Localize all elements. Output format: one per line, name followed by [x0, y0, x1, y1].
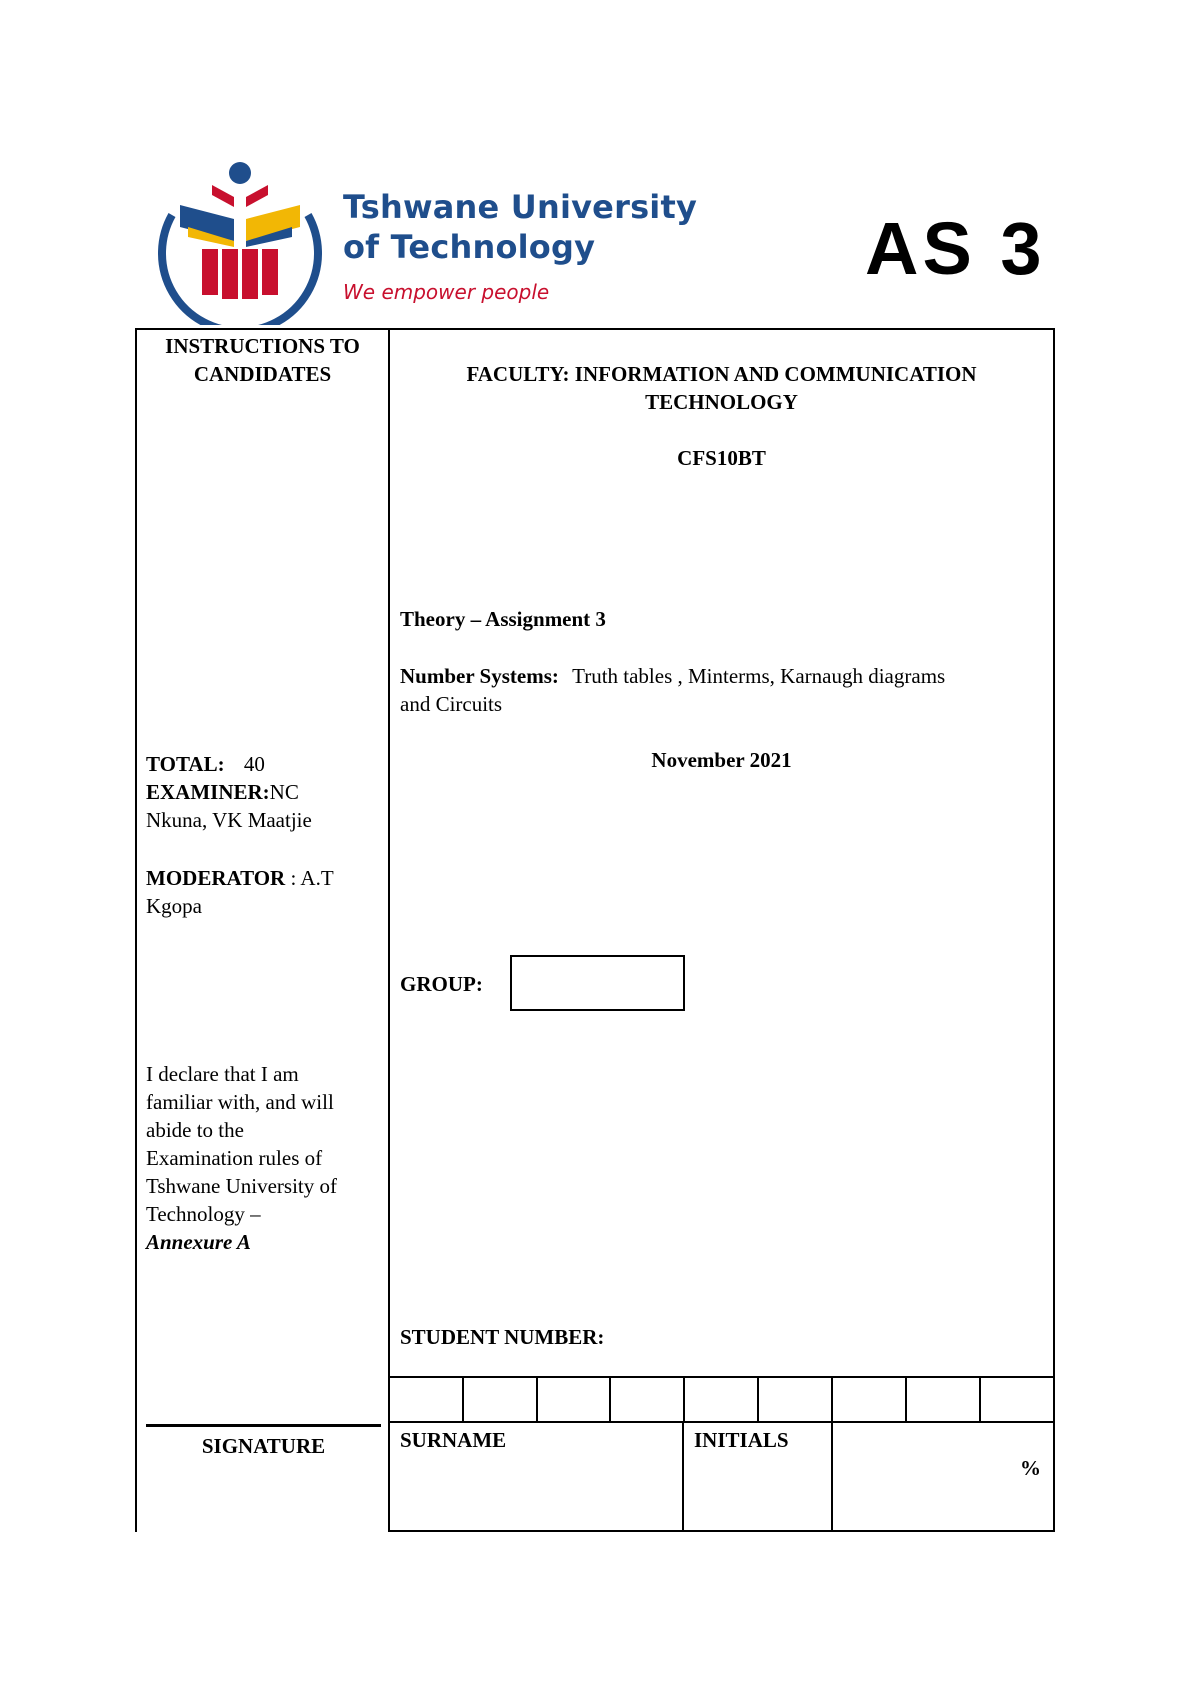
surname-label: SURNAME [400, 1428, 507, 1452]
university-logo [150, 155, 698, 325]
group-input[interactable] [510, 955, 685, 1011]
examiner-label: EXAMINER: [146, 780, 270, 804]
declaration-line: I declare that I am [146, 1062, 299, 1086]
moderator-label: MODERATOR [146, 866, 286, 890]
university-name-line1: Tshwane University [343, 188, 698, 226]
surname-initials-divider [682, 1421, 684, 1532]
university-name [343, 187, 697, 267]
examiner [146, 778, 299, 806]
topic-text: Truth tables , Minterms, Karnaugh diagrams [572, 664, 946, 688]
column-divider [388, 328, 390, 1532]
tut-logo-icon [150, 155, 330, 325]
student-number-cell-divider [831, 1376, 833, 1422]
declaration-line: Examination rules of [146, 1146, 323, 1170]
declaration-line: familiar with, and will [146, 1090, 334, 1114]
university-name-line2: of Technology [343, 228, 596, 266]
initials-percent-divider [831, 1421, 833, 1532]
total [146, 750, 265, 778]
faculty-line2: TECHNOLOGY [645, 390, 798, 414]
instructions-title-line1: INSTRUCTIONS TO [165, 334, 360, 358]
faculty-line1: FACULTY: INFORMATION AND COMMUNICATION [466, 362, 977, 386]
student-number-cell-divider [609, 1376, 611, 1422]
student-number-cell-divider [462, 1376, 464, 1422]
assessment-label: AS 3 [865, 207, 1046, 290]
student-number-cell-divider [683, 1376, 685, 1422]
percent-label: % [1020, 1456, 1041, 1480]
student-number-cell-divider [905, 1376, 907, 1422]
student-number-cell-divider [757, 1376, 759, 1422]
student-number-cell-divider [979, 1376, 981, 1422]
student-number-grid-top [388, 1376, 1055, 1378]
faculty-heading [390, 360, 1053, 416]
instructions-title [137, 332, 388, 388]
total-label: TOTAL: [146, 752, 225, 776]
moderator [146, 864, 334, 892]
signature-line [146, 1424, 381, 1427]
group-label: GROUP: [400, 972, 483, 996]
tagline: We empower people [343, 280, 550, 304]
initials-label: INITIALS [694, 1428, 789, 1452]
student-number-label: STUDENT NUMBER: [400, 1325, 605, 1349]
declaration-line: Tshwane University of [146, 1174, 337, 1198]
declaration-line: Technology – [146, 1202, 261, 1226]
total-value: 40 [243, 752, 265, 776]
topic-text-continued: and Circuits [400, 692, 503, 716]
form-left-border [135, 328, 137, 1532]
moderator-name: Kgopa [146, 894, 202, 918]
course-code: CFS10BT [677, 446, 766, 470]
assignment-title: Theory – Assignment 3 [400, 607, 606, 631]
instructions-title-line2: CANDIDATES [193, 362, 332, 386]
date: November 2021 [651, 748, 792, 772]
declaration-annexure: Annexure A [146, 1230, 251, 1254]
form-top-border [135, 328, 1055, 330]
topic-label: Number Systems: [400, 664, 559, 688]
declaration-line: abide to the [146, 1118, 244, 1142]
form-right-border [1053, 328, 1055, 1532]
student-number-cell-divider [536, 1376, 538, 1422]
student-number-grid-bottom [388, 1421, 1055, 1423]
examiner-names: Nkuna, VK Maatjie [146, 808, 312, 832]
form-bottom-border [388, 1530, 1055, 1532]
moderator-value: : A.T [290, 866, 334, 890]
examiner-value: NC [269, 780, 299, 804]
signature-label: SIGNATURE [201, 1434, 326, 1458]
topic [400, 662, 945, 690]
